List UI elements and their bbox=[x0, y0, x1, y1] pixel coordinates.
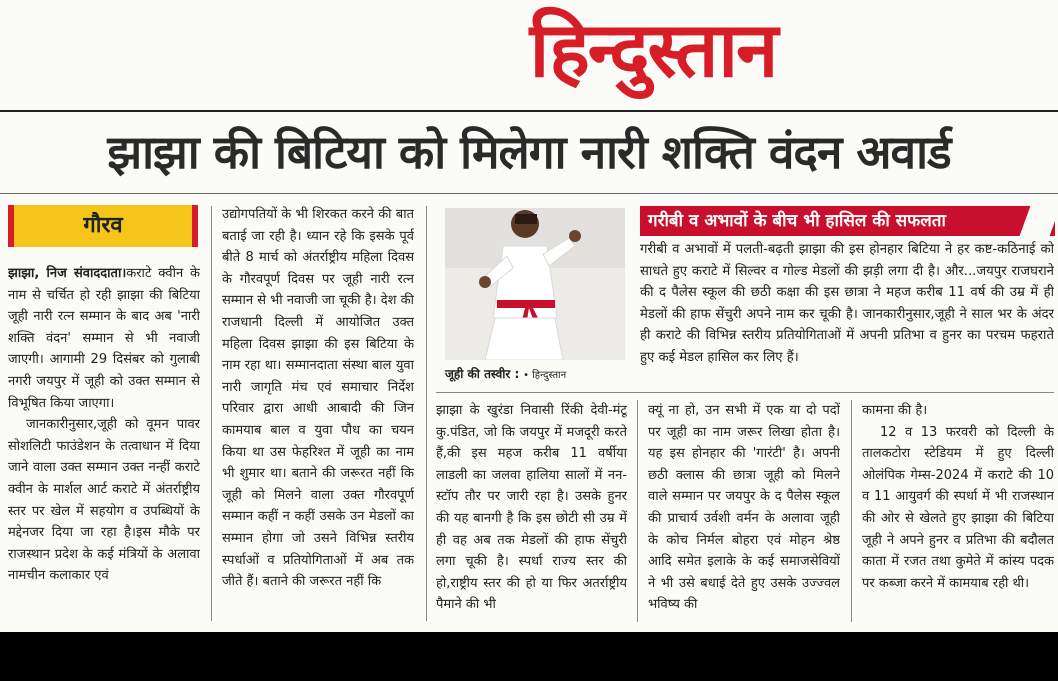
column-divider bbox=[211, 206, 212, 621]
article-column-5 bbox=[862, 400, 1054, 630]
photo-caption bbox=[445, 364, 625, 386]
col4-paragraph-1: क्यूं ना हो, उन सभी में एक या दो पदों पर जूही का नाम जरूर लिखा होता है। यह इस होनहार की 'गारंटी' है। अपनी छठी क्लास की छात्रा जूही को मिलने वाले सम्मान पर जयपुर के द पैलेस स्कूल की प्राचार्य उर्वशी वर्मन के अलावा जूही के कोच निर्मल बोहरा एवं मोहन श्रेष्ठ आदि समेत इलाके के कई समाजसेवियों ने भी उसे बधाई देते हुए उसके उज्ज्वल भविष्य की bbox=[648, 403, 840, 613]
box-body bbox=[640, 239, 1054, 389]
box-bottom-rule bbox=[436, 392, 1054, 393]
column-divider bbox=[637, 400, 638, 622]
col1-paragraph-2: जानकारीनुसार,जूही को वूमन पावर सोशलिटी फाउंडेशन के तत्वाधान में दिया जाने वाला उक्त सम्मान उक्त नन्हीं कराटे क्वीन के मार्शल आर्ट कराटे में अंतर्राष्ट्रीय स्तर पर खेल में सहयोग व उपब्धियों के मद्देनजर दिया जा रहा है।इस मौके पर राजस्थान प्रदेश के कई मंत्रियों के अलावा नामचीन कलाकार एवं bbox=[8, 417, 200, 584]
article-column-4 bbox=[648, 400, 840, 630]
article-column-1 bbox=[8, 263, 200, 629]
box-body-text: गरीबी व अभावों में पलती-बढ़ती झाझा की इस होनहार बिटिया ने हर कष्ट-कठिनाई को साधते हुए कराटे में सिल्वर व गोल्ड मेडलों की झड़ी लगा दी है। और...जयपुर राजघराने की द पैलेस स्कूल की छठी कक्षा की इस छात्रा ने महज करीब 11 वर्ष की उम्र में ही मेडलों की हाफ सेंचुरी अपने नाम कर चूकी है। जानकारीनुसार,जूही ने साल भर के अंदर ही कराटे की विभिन्न स्तरीय प्रतियोगिताओं में अपनी प्रतिभा व हुनर का परचम फहराते हुए कई मेडल हासिल कर लिए हैं। bbox=[640, 242, 1054, 365]
article-column-3 bbox=[436, 400, 627, 630]
col5-paragraph-2: 12 व 13 फरवरी को दिल्ली के तालकटोरा स्टेडियम में हुए दिल्ली ओलंपिक गेम्स-2024 में कराटे की 10 व 11 आयुवर्ग की स्पर्धा में भी राजस्थान की ओर से खेलते हुए झाझा की बिटिया जूही ने अपने हुनर व प्रतिभा की बदौलत काता में रजत तथा कुमेते में कांस्य पदक पर कब्जा करने में कामयाब रही थी। bbox=[862, 424, 1054, 591]
section-label-text: गौरव bbox=[83, 213, 123, 238]
column-divider bbox=[426, 206, 427, 621]
col1-paragraph-1: कराटे क्वीन के नाम से चर्चित हो रही झाझा की बिटिया जूही नारी रत्न सम्मान के बाद अब 'नारी शक्ति वंदन' सम्मान से भी नवाजी जाएगी। आगामी 29 दिसंबर को गुलाबी नगरी जयपुर में जूही को उक्त सम्मान से विभूषित किया जाएगा। bbox=[8, 266, 200, 411]
masthead-logo: हिन्दुस्तान bbox=[529, 5, 777, 94]
headline: झाझा की बिटिया को मिलेगा नारी शक्ति वंदन अवार्ड bbox=[107, 125, 951, 179]
section-label bbox=[8, 205, 198, 247]
top-rule bbox=[0, 110, 1058, 112]
column-divider bbox=[851, 400, 852, 622]
photo-credit: • हिन्दुस्तान bbox=[523, 370, 567, 381]
box-title: गरीबी व अभावों के बीच भी हासिल की सफलता bbox=[640, 206, 1055, 236]
dateline: झाझा, निज संवाददाता। bbox=[8, 266, 127, 281]
karate-girl-photo-icon bbox=[445, 208, 625, 360]
caption-text: जूही की तस्वीर : bbox=[445, 367, 520, 381]
photo-juhi-karate bbox=[445, 208, 625, 360]
col5-paragraph-1: कामना की है। bbox=[862, 403, 928, 418]
bottom-black-band bbox=[0, 632, 1058, 681]
article-column-2 bbox=[222, 204, 414, 628]
col2-paragraph-1: उद्योगपतियों के भी शिरकत करने की बात बताई जा रही है। ध्यान रहे कि इसके पूर्व बीते 8 मार्च को अंतर्राष्ट्रीय महिला दिवस के गौरवपूर्ण दिवस पर जूही नारी रत्न सम्मान से भी नवाजी जा चूकी है। देश की राजधानी दिल्ली में आयोजित उक्त महिला दिवस झाझा की इस बिटिया के नाम रहा था। सम्मानदाता संस्था बाल युवा नारी जागृति मंच एवं समाचार निर्देश परिवार द्वारा आधी आबादी की जिन कामयाब बाल व युवा पौध का चयन किया था उस फेहरिश्त में जूही का नाम भी शुमार था। बताने की जरूरत नहीं कि जूही को मिलने वाला उक्त गौरवपूर्ण सम्मान कहीं न कहीं उसके उन मेडलों का सम्मान होगा जो उसने विभिन्न स्तरीय स्पर्धाओं व प्रतियोगिताओं में अब तक जीते हैं। बताने की जरूरत नहीं कि bbox=[222, 207, 414, 590]
col3-paragraph-1: झाझा के खुरंडा निवासी रिंकी देवी-मंटू कु.पंडित, जो कि जयपुर में मजदूरी करते हैं,की इस महज करीब 11 वर्षीया लाडली का जलवा हालिया सालों में नन-स्टॉप तौर पर जारी रहा है। उसके हुनर की यह बानगी है कि इस छोटी सी उम्र में ही वह अब तक मेडलों की हाफ सेंचुरी लगा चूकी है। स्पर्धा राज्य स्तर की हो,राष्ट्रीय स्तर की हो या फिर अतर्राष्ट्रीय पैमाने की भी bbox=[436, 403, 627, 613]
headline-rule bbox=[0, 193, 1058, 194]
